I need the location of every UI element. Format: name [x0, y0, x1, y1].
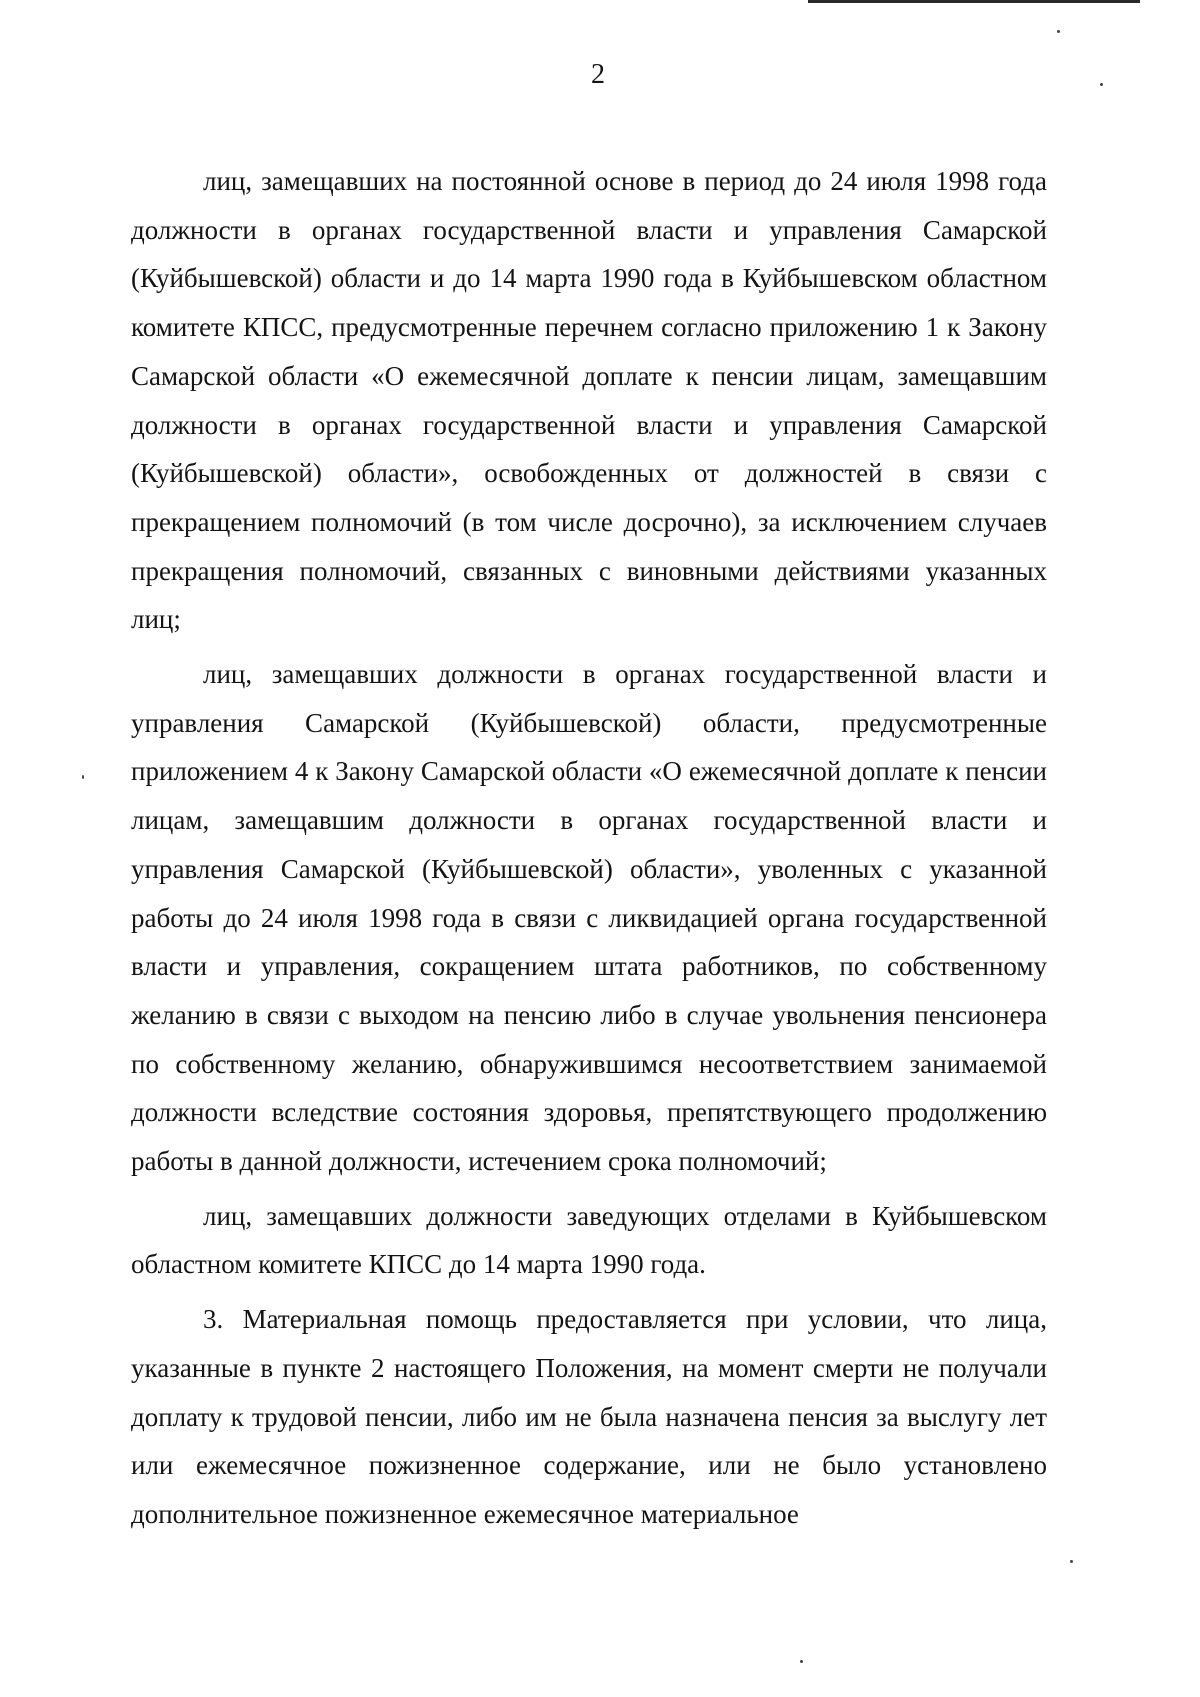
scan-speck: [1070, 1560, 1073, 1563]
paragraph-item-3: 3. Материальная помощь предоставляется при условии, что лица, указанные в пункте 2 настоящего Положения, на момент смерти не получали доплату к трудовой пенсии, либо им не была назначена пенсия за выслугу лет или ежемесячное пожизненное содержание, или не было установлено дополнительное пожизненное ежемесячное материальное: [131, 1304, 1047, 1529]
page-number: 2: [591, 59, 605, 90]
scan-speck: [800, 1660, 803, 1663]
paragraph-department-heads: лиц, замещавших должности заведующих отделами в Куйбышевском областном комитете КПСС до 14 марта 1990 года.: [131, 1200, 1047, 1280]
scan-speck: [1057, 30, 1060, 33]
document-body: [131, 157, 1047, 1539]
paragraph-officials-dismissed: лиц, замещавших должности в органах государственной власти и управления Самарской (Куйбышевской) области, предусмотренные приложением 4 к Закону Самарской области «О ежемесячной доплате к пенсии лицам, замещавшим должности в органах государственной власти и управления Самарской (Куйбышевской) области», уволенных с указанной работы до 24 июля 1998 года в связи с ликвидацией органа государственной власти и управления, сокращением штата работников, по собственному желанию в связи с выходом на пенсию либо в случае увольнения пенсионера по собственному желанию, обнаружившимся несоответствием занимаемой должности вследствие состояния здоровья, препятствующего продолжению работы в данной должности, истечением срока полномочий;: [131, 659, 1047, 1177]
scan-speck: [82, 775, 84, 779]
paragraph-officials-permanent-basis: лиц, замещавших на постоянной основе в период до 24 июля 1998 года должности в органах государственной власти и управления Самарской (Куйбышевской) области и до 14 марта 1990 года в Куйбышевском областном комитете КПСС, предусмотренные перечнем согласно приложению 1 к Закону Самарской области «О ежемесячной доплате к пенсии лицам, замещавшим должности в органах государственной власти и управления Самарской (Куйбышевской) области», освобожденных от должностей в связи с прекращением полномочий (в том числе досрочно), за исключением случаев прекращения полномочий, связанных с виновными действиями указанных лиц;: [131, 166, 1047, 635]
scan-speck: [1100, 83, 1103, 86]
scan-edge-line: [808, 0, 1140, 3]
